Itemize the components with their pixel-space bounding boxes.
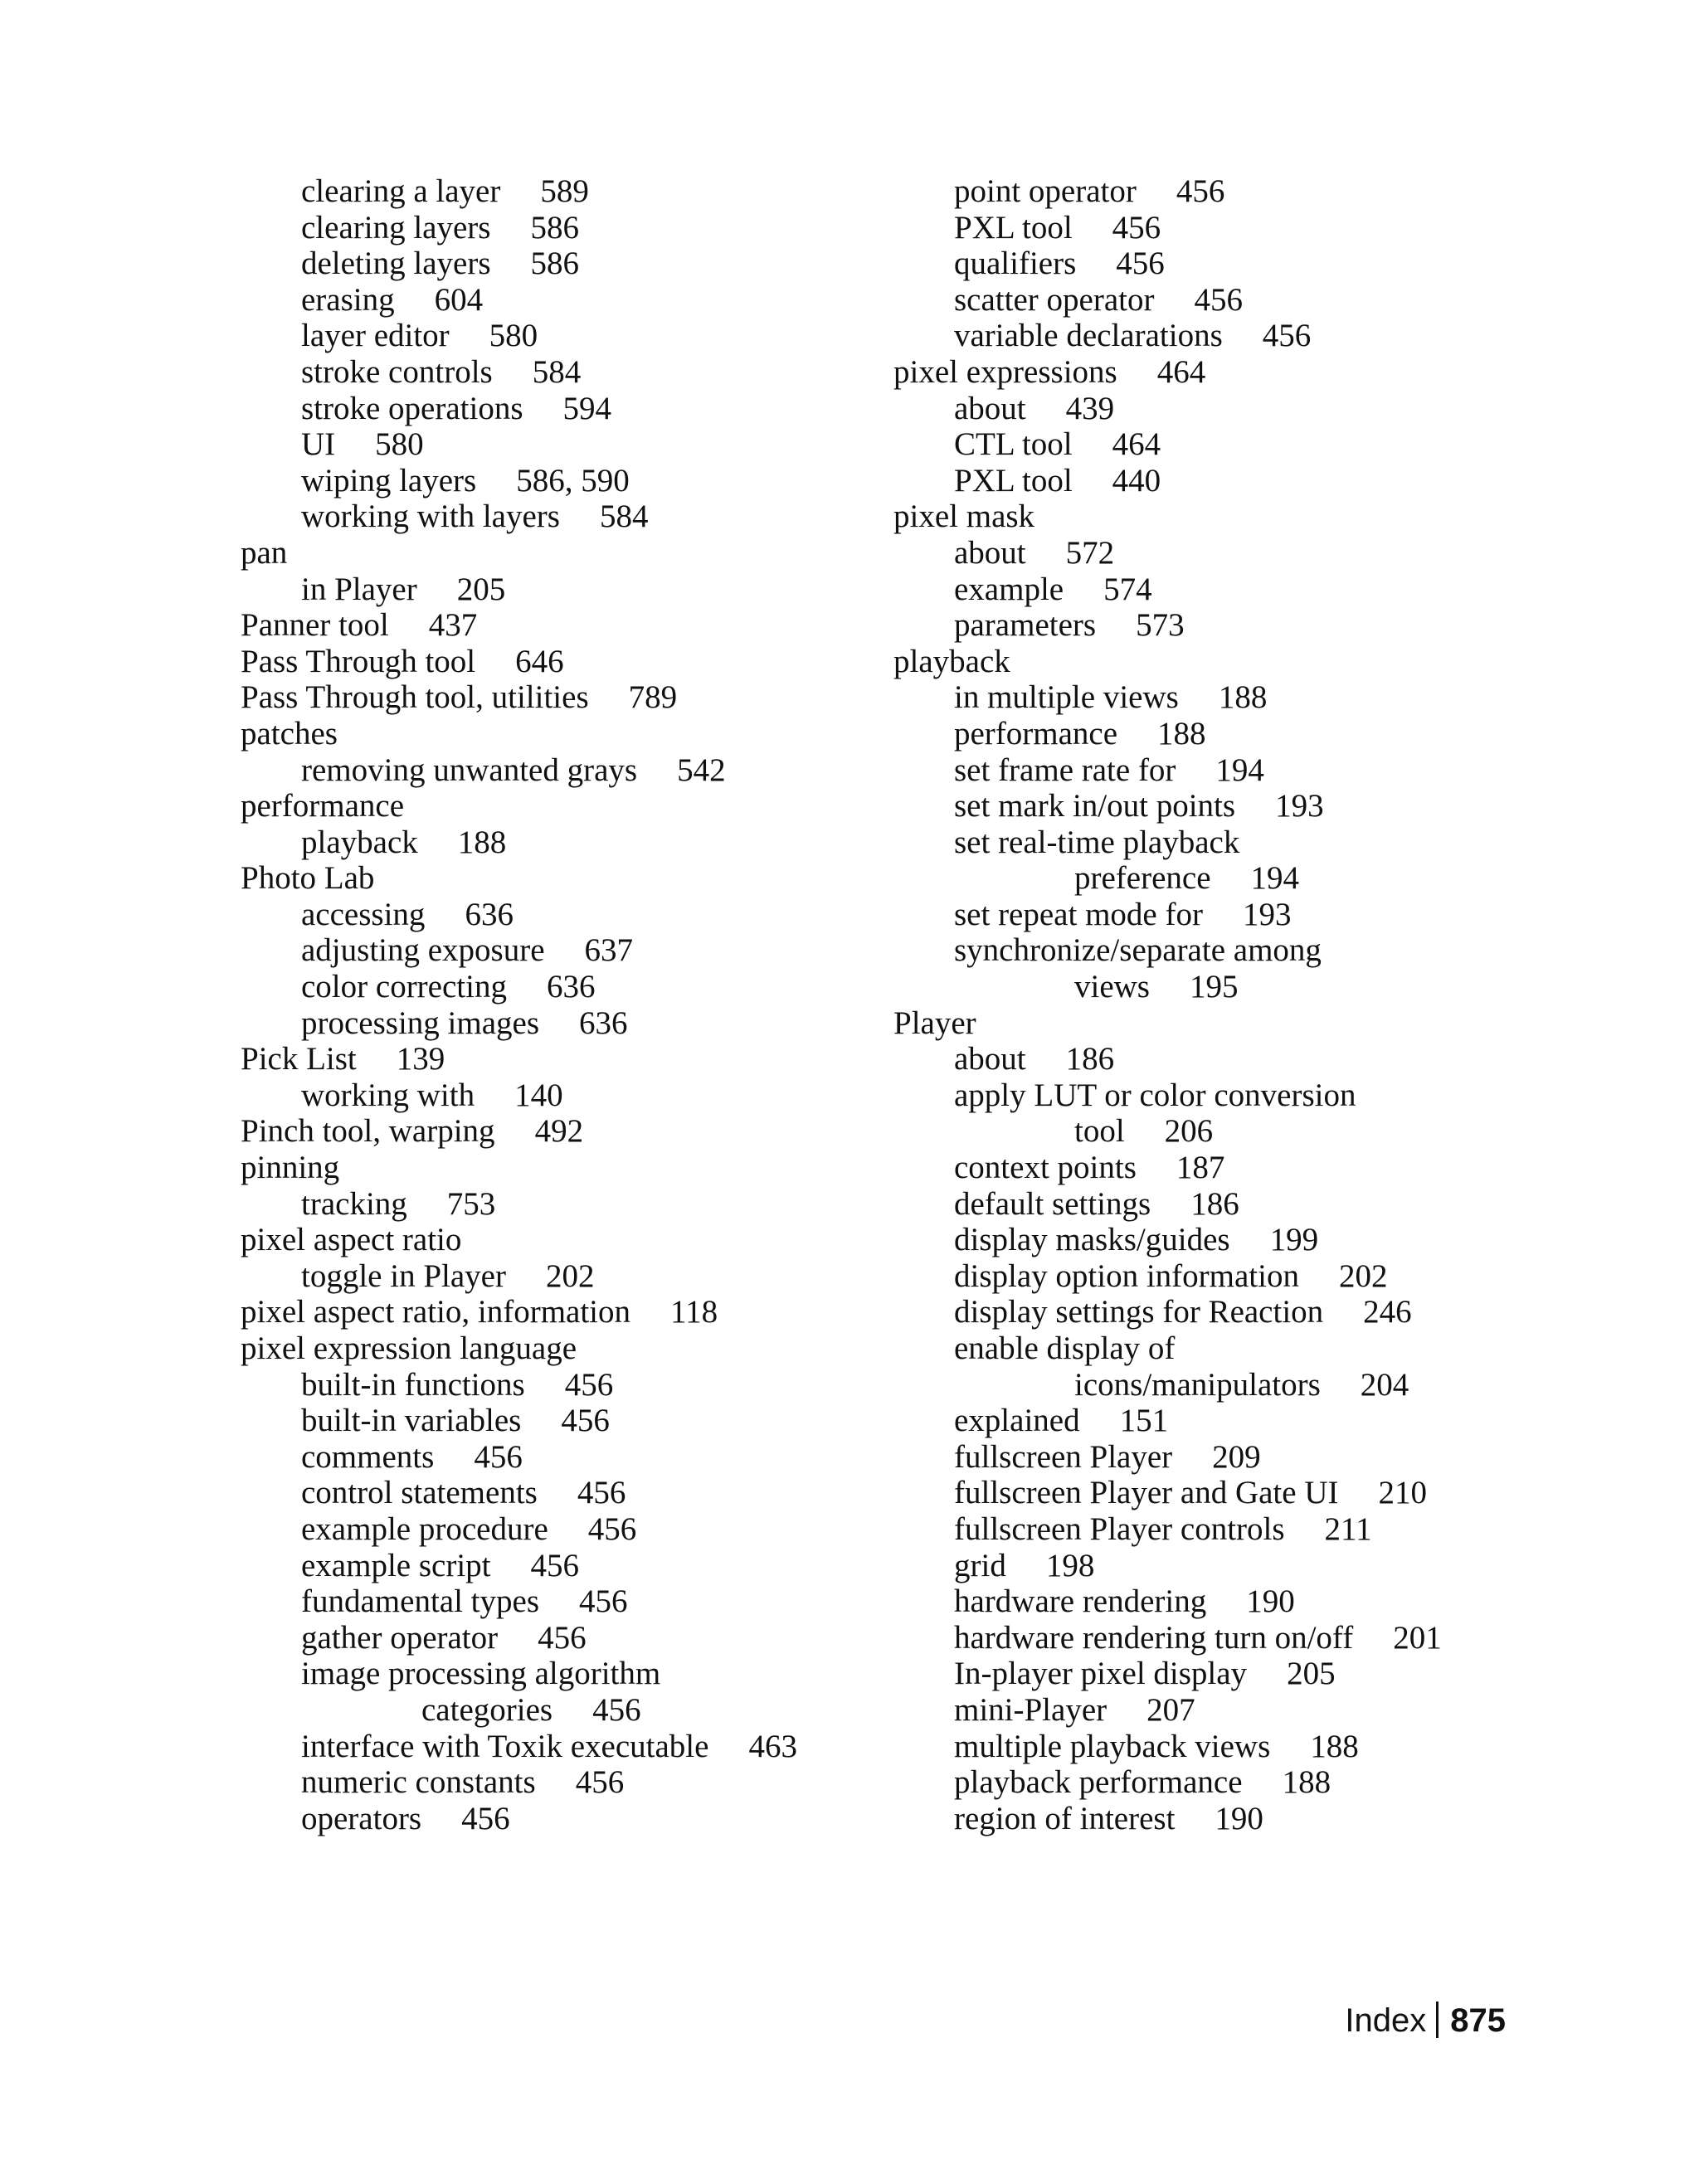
index-term: in multiple views	[954, 679, 1179, 716]
index-entry	[893, 1113, 1442, 1150]
index-entry	[893, 824, 1442, 861]
index-page-refs: 456	[587, 1510, 637, 1547]
index-entry	[241, 788, 797, 824]
index-term: control statements	[301, 1475, 538, 1511]
index-term: qualifiers	[954, 246, 1077, 282]
index-term: deleting layers	[301, 246, 491, 282]
index-page-refs: 440	[1112, 462, 1161, 499]
index-entry	[241, 1005, 797, 1042]
index-page-refs: 456	[461, 1800, 510, 1836]
index-page-refs: 456	[577, 1475, 626, 1511]
index-page-refs: 572	[1065, 534, 1115, 571]
index-term: enable display of	[954, 1330, 1176, 1366]
index-entry	[241, 318, 797, 354]
index-term: playback performance	[954, 1764, 1243, 1801]
index-entry	[241, 535, 797, 572]
index-entry	[893, 1656, 1442, 1692]
index-entry	[893, 716, 1442, 752]
index-page-refs: 456	[579, 1583, 628, 1620]
index-page-refs: 456	[564, 1366, 614, 1403]
index-page-refs: 646	[515, 643, 564, 679]
index-entry	[241, 1764, 797, 1801]
index-page-refs: 753	[446, 1185, 496, 1222]
index-entry	[241, 1656, 797, 1692]
index-term: region of interest	[954, 1800, 1176, 1836]
index-page-refs: 199	[1269, 1222, 1319, 1258]
index-page-refs: 636	[579, 1004, 628, 1041]
index-page-refs: 580	[489, 318, 538, 354]
index-term: explained	[954, 1403, 1080, 1439]
index-page-refs: 464	[1112, 426, 1161, 463]
index-entry	[241, 969, 797, 1005]
index-term: example procedure	[301, 1510, 548, 1547]
index-term: apply LUT or color conversion	[954, 1077, 1356, 1113]
index-page-refs: 187	[1176, 1150, 1225, 1186]
index-entry	[893, 860, 1442, 897]
index-term: synchronize/separate among	[954, 932, 1322, 969]
index-term: Pinch tool, warping	[241, 1113, 495, 1150]
index-page-refs: 190	[1246, 1583, 1295, 1620]
index-page-refs: 586	[530, 246, 579, 282]
index-term: playback	[301, 824, 418, 860]
index-page-refs: 636	[465, 896, 514, 932]
index-page-refs: 492	[534, 1113, 584, 1150]
index-page-refs: 573	[1136, 607, 1185, 644]
index-term: stroke controls	[301, 353, 493, 390]
index-term: fundamental types	[301, 1583, 539, 1620]
index-page-refs: 584	[532, 353, 582, 390]
index-page-refs: 202	[1338, 1257, 1388, 1294]
index-entry	[893, 679, 1442, 716]
index-entry	[893, 644, 1442, 680]
index-term: working with	[301, 1077, 475, 1113]
index-term: tool	[1074, 1113, 1125, 1150]
index-entry	[893, 210, 1442, 246]
index-page-refs: 584	[599, 499, 649, 535]
index-term: pixel expression language	[241, 1330, 577, 1366]
index-term: layer editor	[301, 318, 450, 354]
index-term: pinning	[241, 1150, 340, 1186]
index-entry	[893, 788, 1442, 824]
index-term: preference	[1074, 860, 1211, 897]
index-entry	[893, 173, 1442, 210]
index-term: about	[954, 390, 1026, 426]
index-page-refs: 456	[530, 1547, 579, 1583]
index-term: views	[1074, 969, 1150, 1005]
index-page-refs: 586, 590	[516, 462, 630, 499]
index-term: display settings for Reaction	[954, 1294, 1324, 1330]
index-entry	[241, 1294, 797, 1330]
index-term: set repeat mode for	[954, 896, 1203, 932]
index-term: processing images	[301, 1004, 540, 1041]
index-page-refs: 139	[396, 1041, 445, 1077]
index-entry	[241, 173, 797, 210]
index-term: Panner tool	[241, 607, 389, 644]
index-term: CTL tool	[954, 426, 1073, 463]
footer-section-label: Index	[1345, 2002, 1427, 2039]
index-term: interface with Toxik executable	[301, 1728, 709, 1764]
index-page-refs: 574	[1103, 571, 1152, 607]
index-page-refs: 195	[1190, 969, 1239, 1005]
index-term: Pick List	[241, 1041, 357, 1077]
index-entry	[241, 897, 797, 933]
index-page-refs: 201	[1393, 1619, 1442, 1656]
index-page-refs: 193	[1275, 788, 1324, 824]
index-term: default settings	[954, 1185, 1151, 1222]
index-entry	[893, 318, 1442, 354]
index-page-refs: 193	[1242, 896, 1292, 932]
index-entry	[893, 1620, 1442, 1656]
index-entry	[893, 969, 1442, 1005]
index-term: stroke operations	[301, 390, 523, 426]
index-entry	[241, 932, 797, 969]
index-entry	[893, 1764, 1442, 1801]
index-page-refs: 456	[1112, 209, 1161, 246]
index-term: removing unwanted grays	[301, 752, 638, 788]
index-term: context points	[954, 1150, 1137, 1186]
index-page-refs: 211	[1324, 1510, 1372, 1547]
index-term: set real-time playback	[954, 824, 1240, 860]
index-page-refs: 437	[428, 607, 478, 644]
index-page-refs: 456	[561, 1403, 610, 1439]
index-entry	[893, 1439, 1442, 1476]
index-entry	[893, 1548, 1442, 1584]
index-page-refs: 194	[1215, 752, 1264, 788]
index-page-refs: 637	[584, 932, 634, 969]
index-term: point operator	[954, 173, 1137, 209]
index-term: image processing algorithm	[301, 1656, 661, 1692]
index-page-refs: 456	[1194, 281, 1243, 318]
index-term: gather operator	[301, 1619, 499, 1656]
index-entry	[241, 1258, 797, 1295]
index-entry	[893, 246, 1442, 282]
index-page-refs: 190	[1215, 1800, 1263, 1836]
index-term: performance	[241, 788, 405, 824]
index-page-refs: 194	[1250, 860, 1300, 897]
index-page-refs: 594	[562, 390, 612, 426]
index-entry	[893, 1801, 1442, 1837]
index-entry	[893, 391, 1442, 427]
index-page-refs: 456	[538, 1619, 587, 1656]
index-entry	[241, 716, 797, 752]
index-entry	[893, 607, 1442, 644]
index-entry	[893, 572, 1442, 608]
index-entry	[241, 1729, 797, 1765]
index-page-refs: 206	[1164, 1113, 1214, 1150]
index-entry	[241, 210, 797, 246]
index-entry	[241, 1186, 797, 1223]
index-term: operators	[301, 1800, 422, 1836]
index-page-refs: 205	[1287, 1656, 1336, 1692]
index-entry	[241, 860, 797, 897]
index-entry	[241, 1403, 797, 1439]
index-entry	[241, 607, 797, 644]
index-entry	[241, 644, 797, 680]
index-entry	[241, 1077, 797, 1114]
index-page-refs: 204	[1360, 1366, 1409, 1403]
index-term: categories	[421, 1691, 553, 1728]
index-entry	[893, 897, 1442, 933]
index-page-refs: 463	[748, 1728, 797, 1764]
index-term: PXL tool	[954, 462, 1073, 499]
index-entry	[241, 282, 797, 319]
index-page-refs: 636	[546, 969, 596, 1005]
index-page-refs: 456	[1262, 318, 1312, 354]
index-page-refs: 464	[1156, 353, 1206, 390]
page-footer	[1345, 1997, 1506, 2044]
index-entry	[893, 932, 1442, 969]
index-entry	[241, 1583, 797, 1620]
index-entry	[241, 1548, 797, 1584]
index-entry	[241, 1439, 797, 1476]
index-page-refs: 188	[1282, 1764, 1331, 1801]
index-term: fullscreen Player controls	[954, 1510, 1285, 1547]
index-entry	[241, 1041, 797, 1077]
index-page-refs: 186	[1065, 1041, 1115, 1077]
index-term: Pass Through tool	[241, 643, 476, 679]
index-page-refs: 604	[434, 281, 484, 318]
index-page-refs: 207	[1146, 1691, 1195, 1728]
index-page-refs: 580	[375, 426, 424, 463]
index-entry	[893, 1222, 1442, 1258]
index-entry	[893, 499, 1442, 535]
index-term: fullscreen Player and Gate UI	[954, 1475, 1339, 1511]
index-page-refs: 140	[514, 1077, 563, 1113]
index-term: display masks/guides	[954, 1222, 1230, 1258]
index-term: toggle in Player	[301, 1257, 506, 1294]
index-page-refs: 188	[457, 824, 507, 860]
index-page-refs: 118	[670, 1294, 718, 1330]
index-term: comments	[301, 1438, 435, 1475]
page-number: 875	[1450, 2002, 1506, 2039]
index-entry	[893, 1294, 1442, 1330]
index-term: UI	[301, 426, 336, 463]
index-entry	[893, 1475, 1442, 1511]
index-page-refs: 198	[1045, 1547, 1095, 1583]
index-term: pixel aspect ratio, information	[241, 1294, 631, 1330]
index-page-refs: 188	[1157, 715, 1206, 752]
index-entry	[241, 246, 797, 282]
index-term: hardware rendering turn on/off	[954, 1619, 1354, 1656]
index-entry	[893, 426, 1442, 463]
index-entry	[893, 1258, 1442, 1295]
index-page-refs: 456	[575, 1764, 625, 1801]
index-term: accessing	[301, 896, 426, 932]
index-entry	[893, 463, 1442, 499]
index-entry	[241, 1150, 797, 1186]
index-term: variable declarations	[954, 318, 1223, 354]
index-term: PXL tool	[954, 209, 1073, 246]
index-entry	[241, 1801, 797, 1837]
index-entry	[241, 1692, 797, 1729]
index-term: built-in functions	[301, 1366, 525, 1403]
index-term: mini-Player	[954, 1691, 1108, 1728]
index-entry	[893, 282, 1442, 319]
index-term: in Player	[301, 571, 417, 607]
index-entry	[893, 1077, 1442, 1114]
index-entry	[893, 1005, 1442, 1042]
index-page-refs: 456	[1176, 173, 1225, 209]
index-term: adjusting exposure	[301, 932, 545, 969]
index-page-refs: 589	[540, 173, 589, 209]
footer-divider	[1436, 2002, 1439, 2038]
index-entry	[241, 679, 797, 716]
index-entry	[893, 1367, 1442, 1403]
index-entry	[893, 1583, 1442, 1620]
index-term: pixel mask	[893, 499, 1035, 535]
index-page-refs: 789	[628, 679, 678, 716]
index-column-right	[893, 173, 1442, 1836]
index-term: wiping layers	[301, 462, 477, 499]
index-page-refs: 542	[677, 752, 726, 788]
index-term: parameters	[954, 607, 1097, 644]
index-page-refs: 456	[592, 1691, 641, 1728]
index-page-refs: 586	[530, 209, 579, 246]
index-entry	[893, 1729, 1442, 1765]
index-entry	[893, 1511, 1442, 1548]
index-term: example	[954, 571, 1064, 607]
index-entry	[893, 354, 1442, 391]
index-term: set mark in/out points	[954, 788, 1236, 824]
index-page-refs: 439	[1065, 390, 1115, 426]
index-entry	[241, 1367, 797, 1403]
index-column-left	[241, 173, 797, 1836]
index-entry	[893, 1041, 1442, 1077]
index-page-refs: 246	[1363, 1294, 1412, 1330]
index-page-refs: 186	[1190, 1185, 1239, 1222]
index-term: clearing a layer	[301, 173, 501, 209]
index-entry	[241, 426, 797, 463]
index-term: Player	[893, 1004, 976, 1041]
index-entry	[893, 1330, 1442, 1367]
index-entry	[893, 1186, 1442, 1223]
index-entry	[893, 535, 1442, 572]
index-term: erasing	[301, 281, 395, 318]
index-term: color correcting	[301, 969, 507, 1005]
index-page-refs: 456	[474, 1438, 523, 1475]
index-page-refs: 210	[1378, 1475, 1427, 1511]
index-page-refs: 456	[1116, 246, 1165, 282]
index-term: In-player pixel display	[954, 1656, 1248, 1692]
index-entry	[241, 1222, 797, 1258]
index-term: playback	[893, 643, 1010, 679]
index-term: display option information	[954, 1257, 1299, 1294]
index-entry	[893, 1150, 1442, 1186]
index-term: pixel aspect ratio	[241, 1222, 462, 1258]
index-term: multiple playback views	[954, 1728, 1271, 1764]
index-entry	[241, 463, 797, 499]
index-page-refs: 188	[1218, 679, 1268, 716]
index-term: scatter operator	[954, 281, 1155, 318]
index-term: working with layers	[301, 499, 560, 535]
index-entry	[241, 1620, 797, 1656]
index-term: about	[954, 534, 1026, 571]
index-entry	[893, 752, 1442, 789]
index-term: tracking	[301, 1185, 407, 1222]
index-entry	[241, 354, 797, 391]
index-term: hardware rendering	[954, 1583, 1207, 1620]
index-term: performance	[954, 715, 1118, 752]
index-term: grid	[954, 1547, 1006, 1583]
index-entry	[241, 752, 797, 789]
index-term: pixel expressions	[893, 353, 1117, 390]
index-term: example script	[301, 1547, 491, 1583]
index-entry	[241, 499, 797, 535]
index-term: patches	[241, 715, 338, 752]
index-entry	[241, 572, 797, 608]
index-entry	[241, 391, 797, 427]
index-term: built-in variables	[301, 1403, 522, 1439]
index-entry	[241, 1475, 797, 1511]
index-entry	[893, 1692, 1442, 1729]
index-page-refs: 202	[545, 1257, 595, 1294]
index-term: fullscreen Player	[954, 1438, 1173, 1475]
index-term: pan	[241, 534, 288, 571]
index-page-refs: 188	[1310, 1728, 1359, 1764]
index-term: clearing layers	[301, 209, 491, 246]
index-page-refs: 205	[456, 571, 506, 607]
index-page-refs: 151	[1119, 1403, 1169, 1439]
index-term: Photo Lab	[241, 860, 375, 897]
index-term: icons/manipulators	[1074, 1366, 1321, 1403]
index-term: Pass Through tool, utilities	[241, 679, 589, 716]
index-entry	[241, 1511, 797, 1548]
index-entry	[893, 1403, 1442, 1439]
index-entry	[241, 1113, 797, 1150]
index-term: set frame rate for	[954, 752, 1176, 788]
index-term: numeric constants	[301, 1764, 536, 1801]
index-page-refs: 209	[1212, 1438, 1261, 1475]
index-term: about	[954, 1041, 1026, 1077]
index-entry	[241, 824, 797, 861]
index-entry	[241, 1330, 797, 1367]
